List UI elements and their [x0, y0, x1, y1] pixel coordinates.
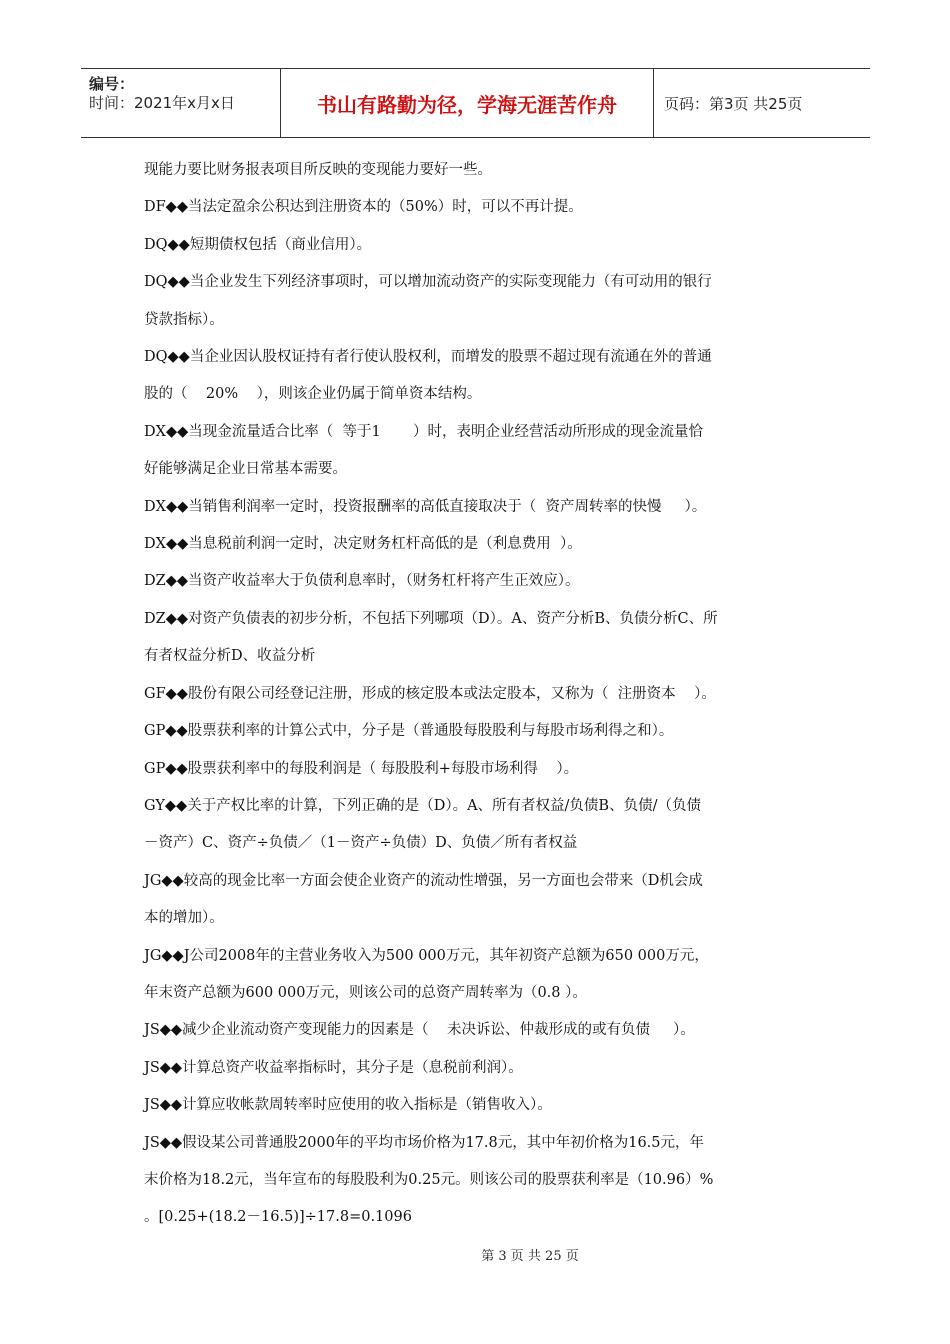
time-label: 时间：2021年x月x日 [89, 94, 235, 112]
text-line: GF◆◆股份有限公司经登记注册，形成的核定股本或法定股本，又称为（ 注册资本 ）。 [144, 685, 716, 702]
header-meta [81, 69, 281, 137]
page-header [81, 68, 870, 138]
header-motto: 书山有路勤为径，学海无涯苦作舟 [281, 69, 654, 137]
text-line: DZ◆◆当资产收益率大于负债利息率时，（财务杠杆将产生正效应）。 [144, 573, 580, 590]
text-line: JG◆◆J公司2008年的主营业务收入为500 000万元，其年初资产总额为650 000万元， [144, 947, 709, 964]
number-label: 编号： [89, 75, 135, 93]
text-line: 本的增加）。 [144, 910, 224, 927]
text-line: 有者权益分析D、收益分析 [144, 648, 316, 665]
text-line: DZ◆◆对资产负债表的初步分析，不包括下列哪项（D）。A、资产分析B、负债分析C、所 [144, 610, 718, 627]
text-line: 年末资产总额为600 000万元，则该公司的总资产周转率为（0.8 ）。 [144, 984, 587, 1001]
text-line: JS◆◆假设某公司普通股2000年的平均市场价格为17.8元，其中年初价格为16.5元，年 [144, 1134, 705, 1151]
text-line: 。[0.25+(18.2－16.5)]÷17.8=0.1096 [144, 1209, 412, 1226]
text-line: 现能力要比财务报表项目所反映的变现能力要好一些。 [144, 162, 492, 178]
text-line: DQ◆◆短期债权包括（商业信用）。 [144, 236, 372, 253]
text-line: 末价格为18.2元，当年宣布的每股股利为0.25元。则该公司的股票获利率是（10.96）% [144, 1171, 714, 1188]
text-line: GP◆◆股票获利率的计算公式中，分子是（普通股每股股利与每股市场利得之和）。 [144, 723, 674, 740]
text-line: DX◆◆当息税前利润一定时，决定财务杠杆高低的是（利息费用 ）。 [144, 536, 582, 553]
text-line: JG◆◆较高的现金比率一方面会使企业资产的流动性增强，另一方面也会带来（D机会成 [144, 872, 703, 889]
page-footer [0, 1245, 950, 1264]
text-line: 股的（ 20% ），则该企业仍属于简单资本结构。 [144, 386, 482, 403]
header-page-info: 页码：第3页 共25页 [664, 94, 803, 113]
text-line: DX◆◆当现金流量适合比率（ 等于1 ）时，表明企业经营活动所形成的现金流量恰 [144, 423, 703, 440]
text-line: DF◆◆当法定盈余公积达到注册资本的（50%）时，可以不再计提。 [144, 199, 583, 216]
footer-page-number: 第 3 页 共 25 页 [481, 1249, 579, 1264]
text-line: GP◆◆股票获利率中的每股利润是（ 每股股利+每股市场利得 ）。 [144, 760, 579, 777]
text-line: DX◆◆当销售利润率一定时，投资报酬率的高低直接取决于（ 资产周转率的快慢 ）。 [144, 498, 707, 515]
text-line: JS◆◆计算应收帐款周转率时应使用的收入指标是（销售收入）。 [144, 1097, 552, 1114]
text-line: JS◆◆计算总资产收益率指标时，其分子是（息税前利润）。 [144, 1059, 523, 1076]
text-line: 贷款指标）。 [144, 311, 224, 328]
text-line: DQ◆◆当企业发生下列经济事项时，可以增加流动资产的实际变现能力（有可动用的银行 [144, 274, 712, 291]
text-line: JS◆◆减少企业流动资产变现能力的因素是（ 未决诉讼、仲裁形成的或有负债 ）。 [144, 1022, 695, 1039]
text-line: 好能够满足企业日常基本需要。 [144, 461, 347, 478]
text-line: GY◆◆关于产权比率的计算，下列正确的是（D）。A、所有者权益/负债B、负债/（负债 [144, 797, 701, 814]
text-line: DQ◆◆当企业因认股权证持有者行使认股权利，而增发的股票不超过现有流通在外的普通 [144, 349, 712, 366]
document-body [144, 152, 809, 1237]
text-line: －资产）C、资产÷负债／（1－资产÷负债）D、负债／所有者权益 [144, 835, 578, 852]
